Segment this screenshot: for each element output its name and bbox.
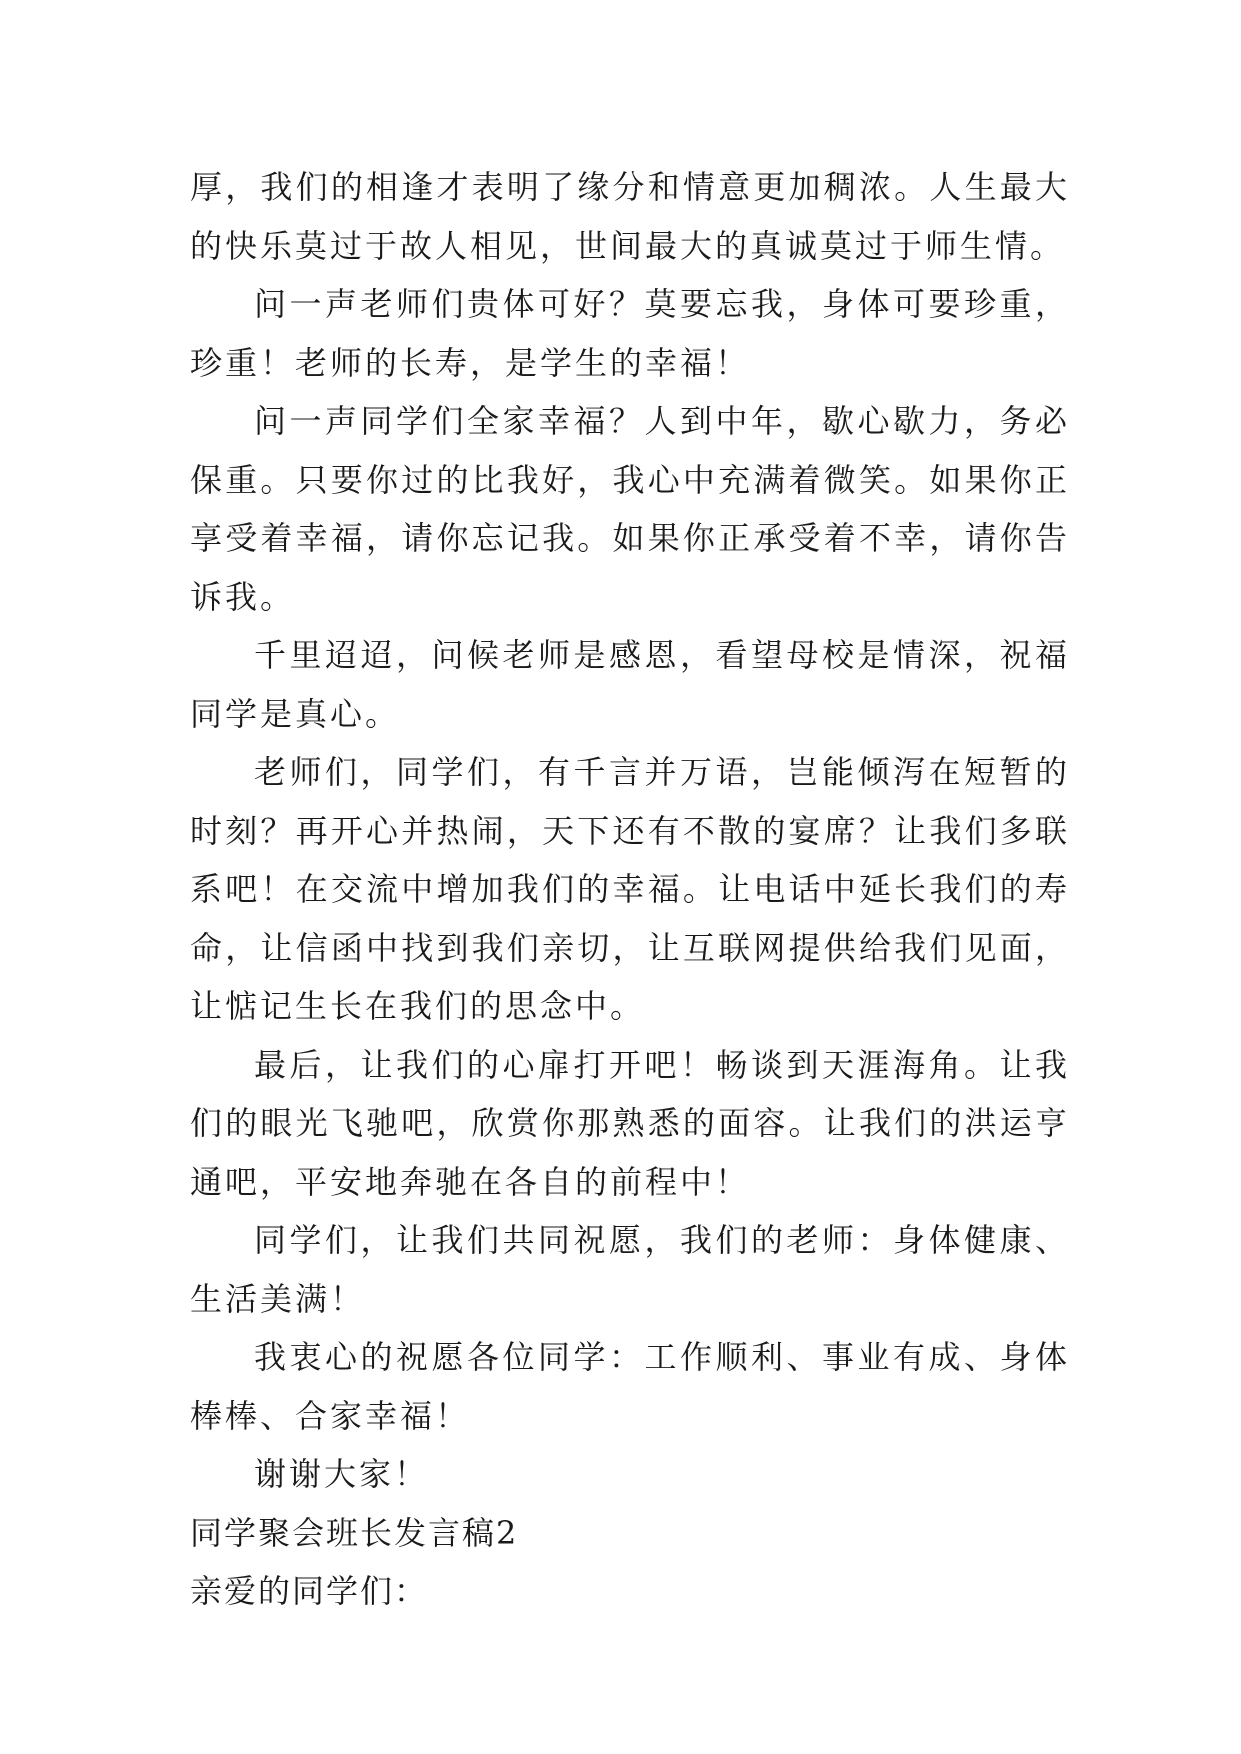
paragraph-1: 厚，我们的相逢才表明了缘分和情意更加稠浓。人生最大的快乐莫过于故人相见，世间最大的真诚莫过于师生情。 <box>190 168 1070 265</box>
paragraph-2: 问一声老师们贵体可好？莫要忘我，身体可要珍重，珍重！老师的长寿，是学生的幸福！ <box>190 285 1070 382</box>
paragraph-6: 最后，让我们的心扉打开吧！畅谈到天涯海角。让我们的眼光飞驰吧，欣赏你那熟悉的面容。让我们的洪运亨通吧，平安地奔驰在各自的前程中！ <box>190 1045 1070 1201</box>
paragraph-3: 问一声同学们全家幸福？人到中年，歇心歇力，务必保重。只要你过的比我好，我心中充满着微笑。如果你正享受着幸福，请你忘记我。如果你正承受着不幸，请你告诉我。 <box>190 402 1070 616</box>
salutation: 亲爱的同学们： <box>190 1572 429 1610</box>
section-title: 同学聚会班长发言稿2 <box>190 1513 519 1552</box>
document-body <box>190 158 1070 1621</box>
paragraph-4: 千里迢迢，问候老师是感恩，看望母校是情深，祝福同学是真心。 <box>190 636 1070 733</box>
paragraph-8: 我衷心的祝愿各位同学：工作顺利、事业有成、身体棒棒、合家幸福！ <box>190 1338 1070 1435</box>
paragraph-9: 谢谢大家！ <box>254 1455 430 1493</box>
paragraph-7: 同学们，让我们共同祝愿，我们的老师：身体健康、生活美满！ <box>190 1221 1070 1318</box>
paragraph-5: 老师们，同学们，有千言并万语，岂能倾泻在短暂的时刻？再开心并热闹，天下还有不散的宴席？让我们多联系吧！在交流中增加我们的幸福。让电话中延长我们的寿命，让信函中找到我们亲切，让互联网提供给我们见面，让惦记生长在我们的思念中。 <box>190 753 1070 1025</box>
